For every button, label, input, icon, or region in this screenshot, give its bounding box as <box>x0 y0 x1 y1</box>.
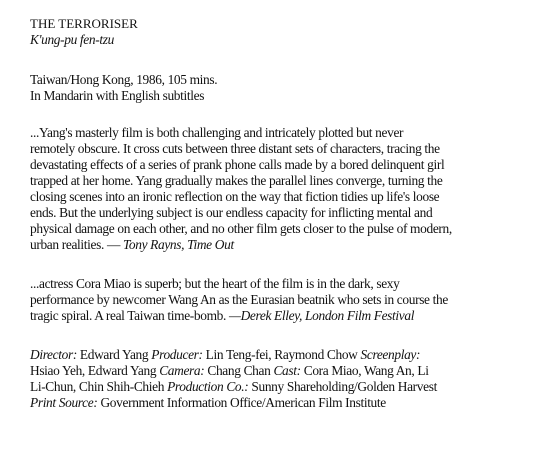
camera-label: Camera: <box>159 363 205 378</box>
film-title: THE TERRORISER <box>30 16 138 31</box>
review-2-last-line <box>30 308 414 324</box>
cast-label: Cast: <box>273 363 301 378</box>
production-value: Sunny Shareholding/Golden Harvest <box>248 379 437 394</box>
review-1-attribution: Tony Rayns, Time Out <box>123 237 234 252</box>
review-1-line: closing scenes into an ironic reflection on the way that fiction tidies up life's loose <box>30 189 440 204</box>
screenplay-value: Hsiao Yeh, Edward Yang <box>30 363 160 378</box>
review-1-line: ends. But the underlying subject is our endless capacity for inflicting mental and <box>30 205 433 220</box>
review-1-last-line <box>30 237 234 253</box>
cast-value: Cora Miao, Wang An, Li <box>300 363 429 378</box>
film-details-language: In Mandarin with English subtitles <box>30 88 205 103</box>
screenplay-label: Screenplay: <box>360 347 421 362</box>
credits-line <box>30 379 437 395</box>
film-original-title: K'ung-pu fen-tzu <box>30 32 114 47</box>
review-2-text: tragic spiral. A real Taiwan time-bomb. <box>30 308 230 323</box>
cast-value-continued: Li-Chun, Chin Shih-Chieh <box>30 379 168 394</box>
credits-line <box>30 347 420 363</box>
review-1-line: devastating effects of a series of prank phone calls made by a bored delinquent girl <box>30 157 445 172</box>
film-details-origin: Taiwan/Hong Kong, 1986, 105 mins. <box>30 72 218 87</box>
print-source-value: Government Information Office/American Film Institute <box>97 395 386 410</box>
credits-line <box>30 395 386 411</box>
camera-value: Chang Chan <box>204 363 274 378</box>
director-value: Edward Yang <box>76 347 152 362</box>
producer-label: Producer: <box>151 347 203 362</box>
review-1-text: urban realities. <box>30 237 104 252</box>
review-1-line: trapped at her home. Yang gradually makes the parallel lines converge, turning the <box>30 173 443 188</box>
producer-value: Lin Teng-fei, Raymond Chow <box>202 347 361 362</box>
review-2-line: ...actress Cora Miao is superb; but the heart of the film is in the dark, sexy <box>30 276 400 291</box>
review-1-dash: — <box>103 237 124 252</box>
review-1-line: ...Yang's masterly film is both challenging and intricately plotted but never <box>30 125 404 140</box>
production-label: Production Co.: <box>167 379 249 394</box>
director-label: Director: <box>30 347 77 362</box>
credits-line <box>30 363 429 379</box>
review-1-line: physical damage on each other, and no other film gets closer to the pulse of modern, <box>30 221 452 236</box>
print-source-label: Print Source: <box>30 395 98 410</box>
review-2-line: performance by newcomer Wang An as the Eurasian beatnik who sets in course the <box>30 292 448 307</box>
review-2-attribution: —Derek Elley, London Film Festival <box>229 308 415 323</box>
review-1-line: remotely obscure. It cross cuts between three distant sets of characters, tracing the <box>30 141 440 156</box>
